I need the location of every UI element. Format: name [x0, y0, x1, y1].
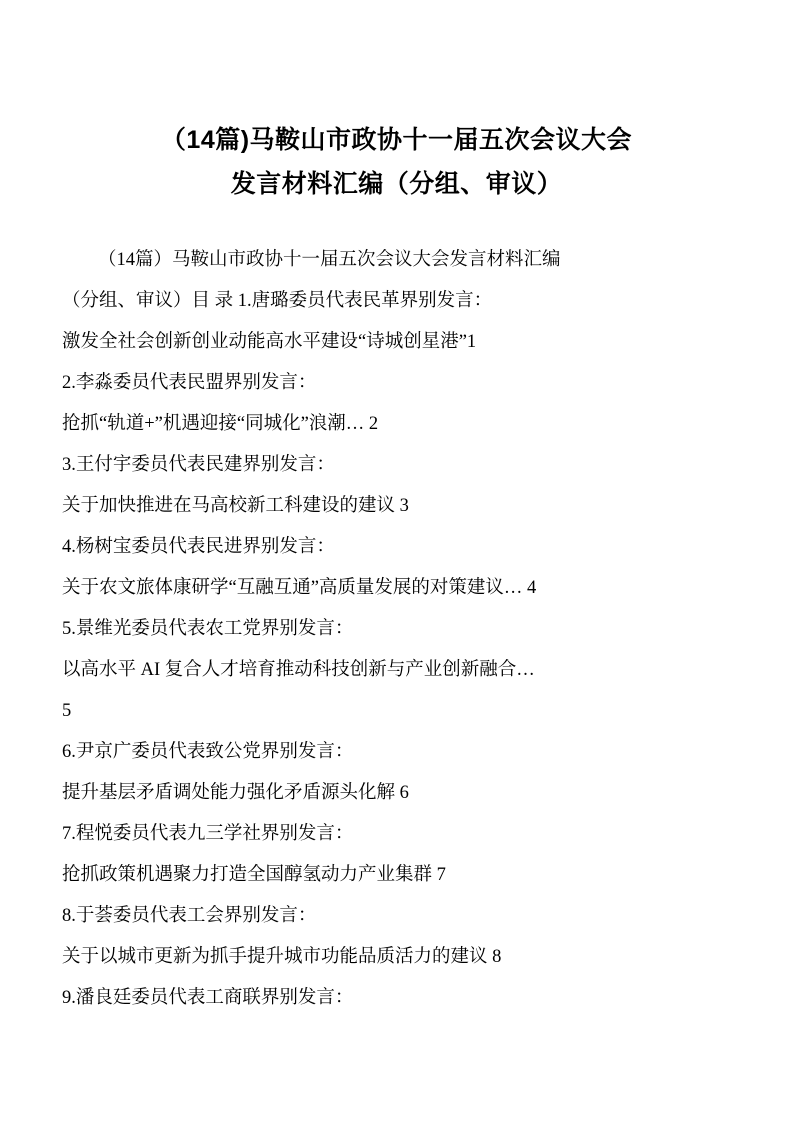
body-paragraph: 7.程悦委员代表九三学社界别发言：: [62, 824, 354, 844]
page-title: [62, 118, 731, 206]
body-paragraph: 3.王付宇委员代表民建界别发言：: [62, 455, 335, 475]
body-paragraph: 6.尹京广委员代表致公党界别发言：: [62, 742, 354, 762]
body-paragraph: 2.李淼委员代表民盟界别发言：: [62, 373, 317, 393]
body-paragraph: 关于加快推进在马高校新工科建设的建议 3: [62, 496, 409, 516]
body-paragraph: 4.杨树宝委员代表民进界别发言：: [62, 537, 335, 557]
body-paragraph: 抢抓“轨道+”机遇迎接“同城化”浪潮… 2: [62, 414, 379, 434]
body-paragraph: 关于以城市更新为抓手提升城市功能品质活力的建议 8: [62, 947, 502, 967]
body-paragraph: 关于农文旅体康研学“互融互通”高质量发展的对策建议… 4: [62, 578, 537, 598]
body-paragraph: 抢抓政策机遇聚力打造全国醇氢动力产业集群 7: [62, 865, 446, 885]
body-paragraph: 5.景维光委员代表农工党界别发言：: [62, 619, 354, 639]
page-title-line-1: （14篇)马鞍山市政协十一届五次会议大会: [160, 126, 633, 154]
body-paragraph: 激发全社会创新创业动能高水平建设“诗城创星港”1: [62, 332, 477, 352]
page-title-line-2: 发言材料汇编（分组、审议）: [230, 170, 563, 198]
body-paragraph: 5: [62, 701, 72, 721]
document-body: [62, 240, 731, 1019]
body-paragraph: 以高水平 AI 复合人才培育推动科技创新与产业创新融合…: [62, 660, 535, 680]
body-paragraph: （14篇）马鞍山市政协十一届五次会议大会发言材料汇编: [98, 250, 561, 270]
body-paragraph: 9.潘良廷委员代表工商联界别发言：: [62, 988, 354, 1008]
body-paragraph: 8.于荟委员代表工会界别发言：: [62, 906, 317, 926]
body-paragraph: （分组、审议）目 录 1.唐璐委员代表民革界别发言：: [62, 291, 493, 311]
body-paragraph: 提升基层矛盾调处能力强化矛盾源头化解 6: [62, 783, 409, 803]
